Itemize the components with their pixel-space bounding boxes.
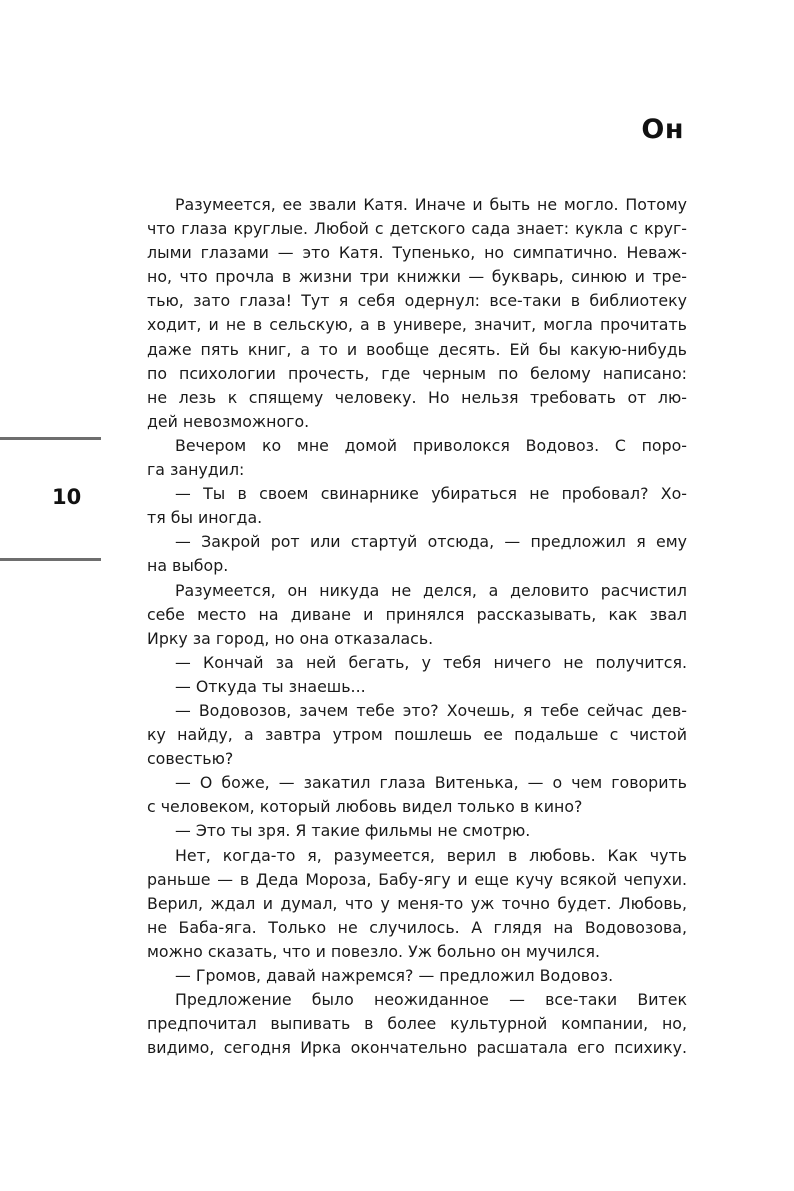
- text-line: но, что прочла в жизни три книжки — букварь, синюю и тре-: [147, 267, 687, 287]
- text-line: не лезь к спящему человеку. Но нельзя требовать от лю-: [147, 387, 687, 407]
- text-line: с человеком, который любовь видел только в кино?: [147, 797, 583, 817]
- text-line: на выбор.: [147, 556, 229, 576]
- text-line: Вечером ко мне домой приволокся Водовоз. С поро-: [175, 435, 687, 455]
- text-line: — Закрой рот или стартуй отсюда, — предложил я ему: [175, 532, 687, 552]
- text-line: — Ты в своем свинарнике убираться не пробовал? Хо-: [175, 484, 687, 504]
- text-line: тя бы иногда.: [147, 508, 263, 528]
- text-line: га занудил:: [147, 460, 245, 480]
- text-line: предпочитал выпивать в более культурной компании, но,: [147, 1014, 687, 1034]
- page-number-bottom-rule: [0, 558, 101, 561]
- text-line: видимо, сегодня Ирка окончательно расшатала его психику.: [147, 1038, 687, 1058]
- text-line: дей невозможного.: [147, 411, 310, 431]
- text-line: не Баба-яга. Только не случилось. А глядя на Водовозова,: [147, 917, 687, 937]
- text-line: себе место на диване и принялся рассказывать, как звал: [147, 604, 687, 624]
- text-line: — О боже, — закатил глаза Витенька, — о чем говорить: [175, 773, 687, 793]
- text-line: Верил, ждал и думал, что у меня-то уж точно будет. Любовь,: [147, 893, 687, 913]
- text-line: Нет, когда-то я, разумеется, верил в любовь. Как чуть: [175, 845, 687, 865]
- text-line: раньше — в Деда Мороза, Бабу-ягу и еще кучу всякой чепухи.: [147, 869, 687, 889]
- text-line: Разумеется, ее звали Катя. Иначе и быть не могло. Потому: [175, 195, 687, 214]
- text-line: ку найду, а завтра утром пошлешь ее подальше с чистой: [147, 725, 687, 745]
- chapter-title: Он: [641, 114, 684, 145]
- text-line: по психологии прочесть, где черным по белому написано:: [147, 363, 687, 383]
- text-line: лыми глазами — это Катя. Тупенько, но симпатично. Неваж-: [147, 243, 687, 263]
- text-line: совестью?: [147, 749, 234, 769]
- text-line: Предложение было неожиданное — все-таки Витек: [175, 990, 687, 1010]
- text-line: — Это ты зря. Я такие фильмы не смотрю.: [175, 821, 531, 841]
- text-line: ходит, и не в сельскую, а в универе, значит, могла прочитать: [147, 315, 687, 335]
- page-number: 10: [52, 485, 82, 509]
- text-line: — Водовозов, зачем тебе это? Хочешь, я тебе сейчас дев-: [175, 700, 687, 720]
- text-line: тью, зато глаза! Тут я себя одернул: все-таки в библиотеку: [147, 291, 687, 311]
- body-text: [147, 193, 687, 1060]
- text-line: Ирку за город, но она отказалась.: [147, 628, 434, 648]
- text-line: — Громов, давай нажремся? — предложил Водовоз.: [175, 966, 614, 985]
- text-line: можно сказать, что и повезло. Уж больно он мучился.: [147, 941, 600, 961]
- text-line: — Откуда ты знаешь...: [175, 676, 366, 696]
- page-number-top-rule: [0, 437, 101, 440]
- text-line: Разумеется, он никуда не делся, а деловито расчистил: [175, 580, 687, 600]
- text-line: — Кончай за ней бегать, у тебя ничего не получится.: [175, 652, 687, 672]
- text-line: даже пять книг, а то и вообще десять. Ей бы какую-нибудь: [147, 339, 687, 359]
- text-line: что глаза круглые. Любой с детского сада знает: кукла с круг-: [147, 219, 687, 239]
